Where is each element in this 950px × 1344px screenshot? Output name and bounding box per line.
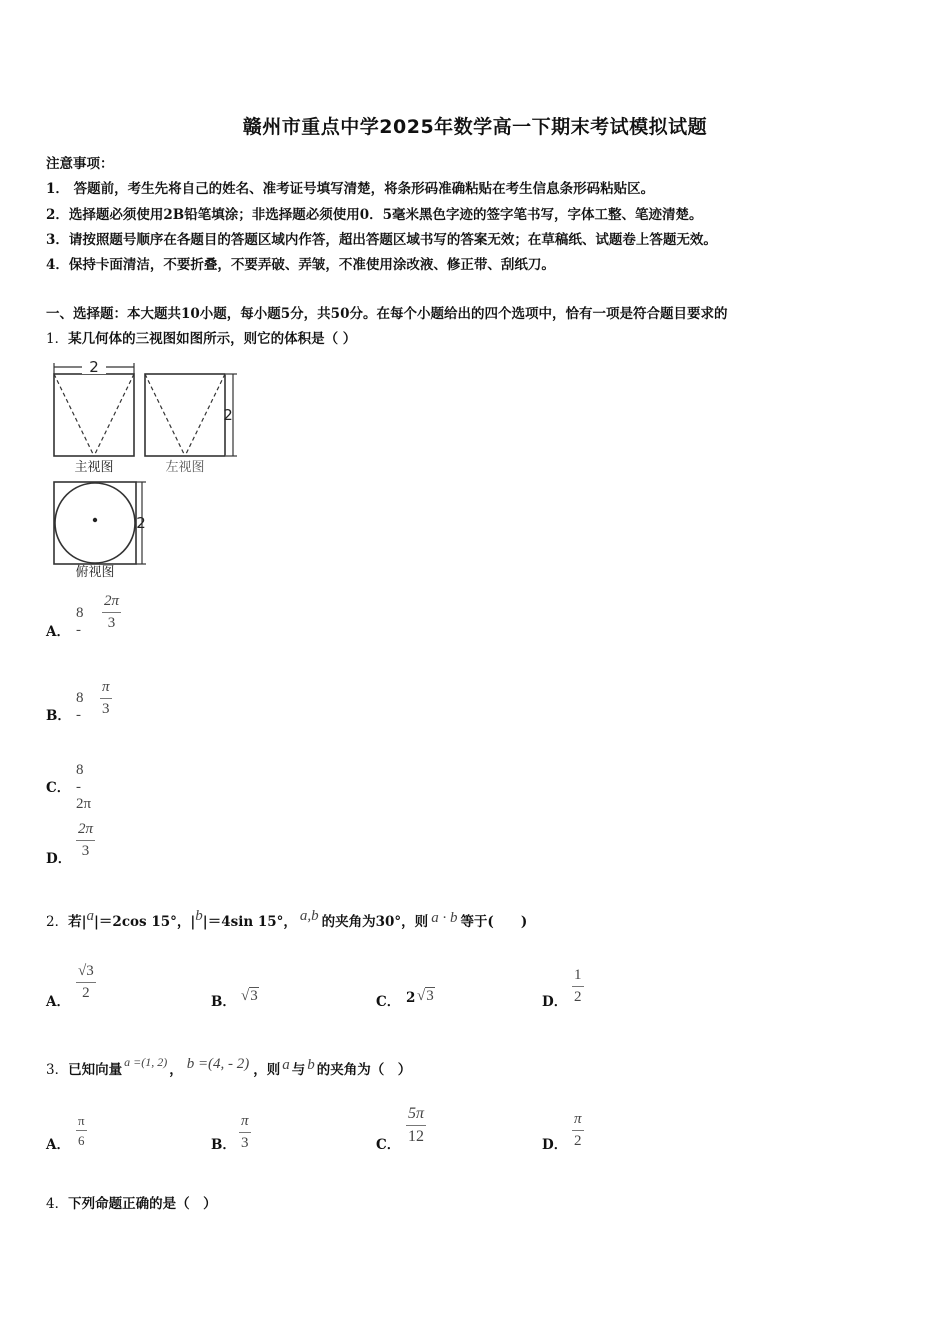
option-label: A．	[46, 994, 70, 1010]
option-expression: 8 - 2π	[76, 762, 92, 812]
question-text: 某几何体的三视图如图所示，则它的体积是（ ）	[68, 331, 357, 347]
page-title: 赣州市重点中学2025年数学高一下期末考试模拟试题	[242, 116, 708, 138]
option-fraction: $\frac{\pi}{3}$	[102, 679, 110, 717]
question-1	[46, 327, 356, 347]
section-heading: 一、选择题：本大题共10小题，每小题5分，共50分。在每个小题给出的四个选项中，恰有一项是符合题目要求的	[46, 306, 728, 322]
option-lead: 8 -	[76, 690, 84, 723]
three-view-figure	[46, 358, 246, 582]
option-coefficient: 2	[406, 990, 416, 1006]
option-label: B．	[211, 994, 236, 1010]
question-4	[46, 1192, 217, 1212]
vector-b: b	[307, 1057, 315, 1073]
vector-b: b	[195, 908, 203, 924]
notice-heading: 注意事项：	[46, 156, 114, 172]
option-fraction: $\frac{\pi}{6}$	[78, 1113, 85, 1148]
question-number: 2．	[46, 914, 69, 930]
dim-depth-label: 2	[136, 514, 146, 532]
vectors-ab: a,b	[299, 908, 319, 924]
q3-option-a[interactable]	[46, 1112, 166, 1158]
side-view-label: 左视图	[165, 460, 205, 475]
option-fraction: $\frac{√3}{2}$	[78, 963, 94, 1001]
question-number: 1．	[46, 331, 69, 347]
top-view-label: 俯视图	[75, 565, 115, 580]
vector-a: a	[86, 908, 95, 924]
notice-item-1: 1． 答题前，考生先将自己的姓名、准考证号填写清楚，将条形码准确粘贴在考生信息条形码粘贴区。	[46, 181, 655, 197]
dim-height-label: 2	[223, 406, 233, 424]
option-sqrt: √3	[241, 988, 258, 1004]
q3-option-b[interactable]	[211, 1112, 331, 1158]
q3-option-c[interactable]	[376, 1104, 496, 1158]
option-fraction: $\frac{5\pi}{12}$	[408, 1105, 425, 1145]
option-lead: 8 -	[76, 605, 84, 638]
vector-b-def: b =(4, - 2)	[186, 1056, 250, 1072]
question-2: 2．若|a|＝2cos 15°，|b|＝4sin 15°， a,b 的夹角为30°，则 a · b 等于( )	[46, 908, 528, 930]
option-fraction: $\frac{1}{2}$	[574, 967, 582, 1005]
notice-item-3: 3．请按照题号顺序在各题目的答题区域内作答，超出答题区域书写的答案无效；在草稿纸、试题卷上答题无效。	[46, 232, 717, 248]
notice-item-2: 2．选择题必须使用2B铅笔填涂；非选择题必须使用0．5毫米黑色字迹的签字笔书写，字体工整、笔迹清楚。	[46, 207, 703, 223]
side-view-square	[145, 374, 225, 456]
option-fraction: $\frac{2\pi}{3}$	[104, 593, 120, 631]
option-label: D．	[542, 994, 568, 1010]
top-view-circle	[55, 483, 135, 563]
question-3: 3．已知向量 a =(1, 2) ， b =(4, - 2) ，则 a 与 b 的夹角为（ ）	[46, 1055, 412, 1078]
option-label: A．	[46, 624, 70, 640]
option-fraction: $\frac{2\pi}{3}$	[78, 821, 94, 859]
vector-a-def: a =(1, 2)	[124, 1055, 168, 1069]
option-label: C．	[376, 994, 401, 1010]
q2-option-d[interactable]	[542, 966, 662, 1016]
option-label: D．	[46, 851, 72, 867]
q3-option-d[interactable]	[542, 1110, 662, 1158]
option-label: B．	[46, 708, 71, 724]
option-fraction: $\frac{\pi}{2}$	[574, 1111, 582, 1149]
option-label: B．	[211, 1137, 236, 1153]
question-text: 下列命题正确的是（ ）	[68, 1196, 217, 1212]
question-number: 3．	[46, 1062, 69, 1078]
option-label: A．	[46, 1137, 70, 1153]
option-label: C．	[376, 1137, 401, 1153]
question-number: 4．	[46, 1196, 69, 1212]
dim-width-label: 2	[89, 358, 99, 376]
front-view-square	[54, 374, 134, 456]
q2-option-c[interactable]	[376, 982, 496, 1016]
vector-a: a	[282, 1057, 290, 1073]
q2-option-a[interactable]	[46, 962, 166, 1016]
option-sqrt: √3	[417, 988, 434, 1004]
q2-option-b[interactable]	[211, 982, 331, 1016]
option-label: C．	[46, 780, 71, 796]
notice-item-4: 4．保持卡面清洁，不要折叠，不要弄破、弄皱，不准使用涂改液、修正带、刮纸刀。	[46, 257, 555, 273]
option-fraction: $\frac{\pi}{3}$	[241, 1113, 249, 1151]
front-view-label: 主视图	[74, 460, 114, 475]
option-label: D．	[542, 1137, 568, 1153]
top-view-center-dot	[93, 518, 97, 522]
dot-product: a · b	[431, 910, 458, 926]
